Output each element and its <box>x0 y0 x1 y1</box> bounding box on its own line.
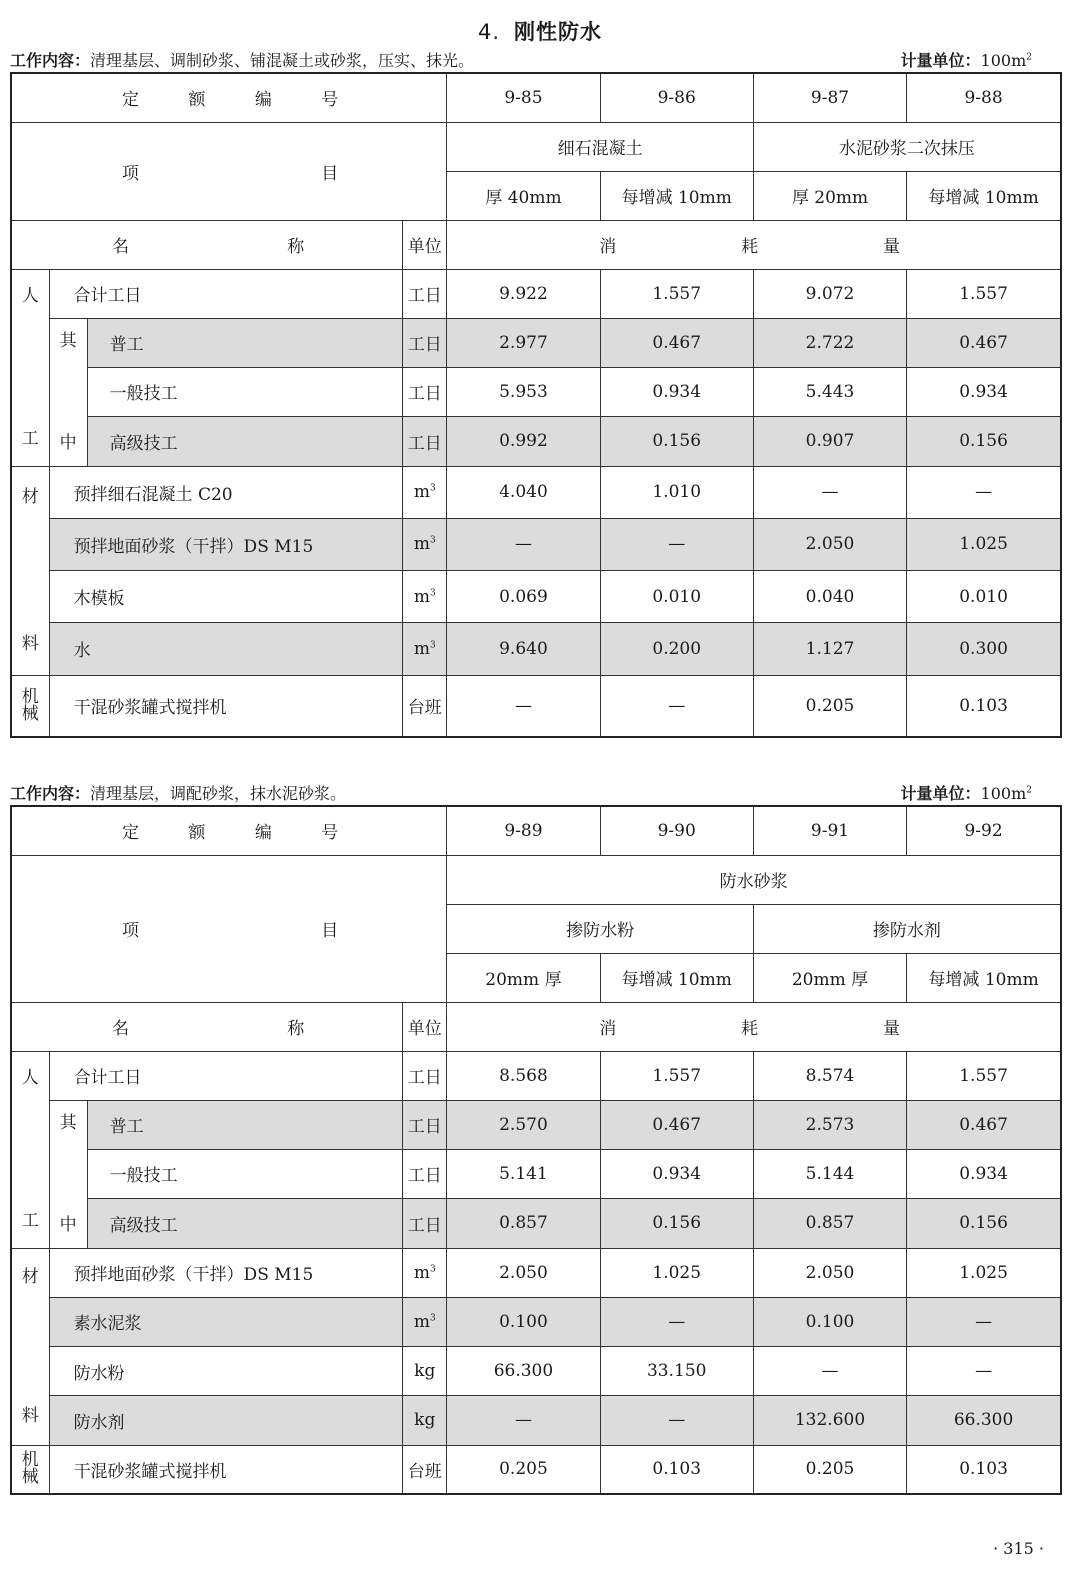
work-content-text: 清理基层、调制砂浆、铺混凝土或砂浆，压实、抹光。 <box>90 51 475 70</box>
quota-code: 9-85 <box>447 73 600 122</box>
row-unit: 工日 <box>403 1100 447 1149</box>
table-row <box>11 1051 1061 1100</box>
value-cell: 0.467 <box>600 1100 753 1149</box>
value-cell: 1.557 <box>907 269 1061 318</box>
quota-code: 9-89 <box>447 806 600 855</box>
row-name: 合计工日 <box>49 269 403 318</box>
code-label: 定 额 编 号 <box>11 806 447 855</box>
value-cell: 0.934 <box>907 1149 1061 1198</box>
value-cell: — <box>907 1347 1061 1396</box>
sub-header: 每增减 10mm <box>600 953 753 1002</box>
row-name: 素水泥浆 <box>49 1297 403 1346</box>
value-cell: 1.010 <box>600 466 753 518</box>
value-cell: 0.467 <box>907 318 1061 367</box>
value-cell: 0.103 <box>600 1445 753 1494</box>
value-cell: — <box>753 1347 906 1396</box>
value-cell: 1.025 <box>600 1248 753 1297</box>
row-name: 高级技工 <box>87 1199 403 1248</box>
row-unit: $m^3$ <box>403 1248 447 1297</box>
row-name: 合计工日 <box>49 1051 403 1100</box>
row-name: 一般技工 <box>87 1149 403 1198</box>
value-cell: 0.103 <box>907 675 1061 737</box>
value-cell: 2.977 <box>447 318 600 367</box>
value-cell: 1.127 <box>753 623 906 675</box>
value-cell: 0.200 <box>600 623 753 675</box>
row-unit: 工日 <box>403 318 447 367</box>
value-cell: — <box>600 518 753 570</box>
row-name: 干混砂浆罐式搅拌机 <box>49 675 403 737</box>
value-cell: — <box>600 675 753 737</box>
name-header-row <box>11 220 1061 269</box>
page-number: · 315 · <box>993 1539 1044 1558</box>
value-cell: 0.934 <box>600 1149 753 1198</box>
table-row <box>11 1297 1061 1346</box>
value-cell: 0.205 <box>447 1445 600 1494</box>
row-name: 一般技工 <box>87 367 403 416</box>
row-name: 防水剂 <box>49 1396 403 1445</box>
row-name: 普工 <box>87 1100 403 1149</box>
value-cell: 0.992 <box>447 417 600 466</box>
item-label: 项 目 <box>11 855 447 1002</box>
table-row <box>11 1149 1061 1198</box>
table-row <box>11 1248 1061 1297</box>
material-category: 材 料 <box>11 1248 49 1445</box>
value-cell: — <box>447 518 600 570</box>
quota-table-2 <box>10 805 1062 1495</box>
value-cell: 0.934 <box>600 367 753 416</box>
table-row <box>11 466 1061 518</box>
value-cell: 0.103 <box>907 1445 1061 1494</box>
value-cell: — <box>907 466 1061 518</box>
row-name: 干混砂浆罐式搅拌机 <box>49 1445 403 1494</box>
row-unit: $m^3$ <box>403 1297 447 1346</box>
row-name: 预拌地面砂浆（干拌）DS M15 <box>49 518 403 570</box>
code-label: 定 额 编 号 <box>11 73 447 122</box>
quota-code: 9-92 <box>907 806 1061 855</box>
sub-header: 每增减 10mm <box>907 171 1061 220</box>
row-name: 水 <box>49 623 403 675</box>
table-row <box>11 1396 1061 1445</box>
row-unit: $m^3$ <box>403 518 447 570</box>
sub-header: 20mm 厚 <box>753 953 906 1002</box>
qizhong-label: 其 中 <box>49 1100 87 1248</box>
row-unit: 工日 <box>403 269 447 318</box>
item-label: 项 目 <box>11 122 447 220</box>
value-cell: 0.156 <box>907 417 1061 466</box>
top-group-header: 防水砂浆 <box>447 855 1061 904</box>
row-name: 预拌细石混凝土 C20 <box>49 466 403 518</box>
code-row <box>11 806 1061 855</box>
value-cell: 0.069 <box>447 571 600 623</box>
value-cell: 66.300 <box>907 1396 1061 1445</box>
quota-code: 9-90 <box>600 806 753 855</box>
row-unit: kg <box>403 1396 447 1445</box>
table-row <box>11 518 1061 570</box>
qizhong-label: 其 中 <box>49 318 87 466</box>
work-content-line-2 <box>10 781 1032 805</box>
row-name: 普工 <box>87 318 403 367</box>
name-header-row <box>11 1002 1061 1051</box>
value-cell: 0.040 <box>753 571 906 623</box>
value-cell: 5.953 <box>447 367 600 416</box>
row-unit: 台班 <box>403 1445 447 1494</box>
value-cell: — <box>600 1396 753 1445</box>
row-unit: $m^3$ <box>403 466 447 518</box>
row-unit: 工日 <box>403 1199 447 1248</box>
value-cell: 0.010 <box>600 571 753 623</box>
quota-code: 9-86 <box>600 73 753 122</box>
row-unit: 工日 <box>403 1149 447 1198</box>
measure-unit-1: 计量单位：$100m^2$ <box>900 51 1032 70</box>
value-cell: — <box>600 1297 753 1346</box>
value-cell: 0.300 <box>907 623 1061 675</box>
value-cell: 33.150 <box>600 1347 753 1396</box>
value-cell: 0.467 <box>907 1100 1061 1149</box>
value-cell: 66.300 <box>447 1347 600 1396</box>
value-cell: 0.156 <box>907 1199 1061 1248</box>
value-cell: 2.050 <box>447 1248 600 1297</box>
row-unit: 工日 <box>403 417 447 466</box>
value-cell: 0.156 <box>600 417 753 466</box>
row-unit: kg <box>403 1347 447 1396</box>
value-cell: 0.205 <box>753 1445 906 1494</box>
value-cell: 0.857 <box>447 1199 600 1248</box>
value-cell: 1.025 <box>907 518 1061 570</box>
section-title <box>0 16 1080 46</box>
section-title-text: 刚性防水 <box>514 20 603 44</box>
value-cell: 1.557 <box>907 1051 1061 1100</box>
value-cell: 2.573 <box>753 1100 906 1149</box>
value-cell: 5.141 <box>447 1149 600 1198</box>
value-cell: 2.570 <box>447 1100 600 1149</box>
value-cell: 0.934 <box>907 367 1061 416</box>
row-name: 木模板 <box>49 571 403 623</box>
sub-header: 厚 40mm <box>447 171 600 220</box>
table-row <box>11 571 1061 623</box>
consumption-label: 消 耗 量 <box>447 220 1061 269</box>
value-cell: 9.640 <box>447 623 600 675</box>
consumption-label: 消 耗 量 <box>447 1002 1061 1051</box>
sub-header: 20mm 厚 <box>447 953 600 1002</box>
value-cell: 2.050 <box>753 518 906 570</box>
measure-unit-2: 计量单位：$100m^2$ <box>900 784 1032 803</box>
table-row <box>11 1199 1061 1248</box>
labor-category: 人 工 <box>11 1051 49 1248</box>
table-row <box>11 367 1061 416</box>
value-cell: — <box>753 466 906 518</box>
row-name: 防水粉 <box>49 1347 403 1396</box>
value-cell: 4.040 <box>447 466 600 518</box>
value-cell: 9.072 <box>753 269 906 318</box>
value-cell: 8.574 <box>753 1051 906 1100</box>
table-row <box>11 1100 1061 1149</box>
row-name: 预拌地面砂浆（干拌）DS M15 <box>49 1248 403 1297</box>
value-cell: 0.205 <box>753 675 906 737</box>
quota-code: 9-91 <box>753 806 906 855</box>
machine-category: 机 械 <box>11 675 49 737</box>
sub-header: 厚 20mm <box>753 171 906 220</box>
quota-table-1 <box>10 72 1062 738</box>
work-content-text: 清理基层，调配砂浆，抹水泥砂浆。 <box>90 784 347 803</box>
code-row <box>11 73 1061 122</box>
work-content-line-1 <box>10 48 1032 72</box>
row-unit: 工日 <box>403 367 447 416</box>
material-category: 材 料 <box>11 466 49 675</box>
value-cell: — <box>447 675 600 737</box>
value-cell: 1.557 <box>600 1051 753 1100</box>
row-unit: $m^3$ <box>403 571 447 623</box>
unit-column-label: 单位 <box>403 1002 447 1051</box>
value-cell: 0.907 <box>753 417 906 466</box>
value-cell: 0.156 <box>600 1199 753 1248</box>
work-content-label: 工作内容： <box>10 784 91 803</box>
value-cell: 0.100 <box>447 1297 600 1346</box>
value-cell: 0.010 <box>907 571 1061 623</box>
value-cell: 2.050 <box>753 1248 906 1297</box>
value-cell: — <box>907 1297 1061 1346</box>
table-row <box>11 417 1061 466</box>
section-number: 4. <box>477 20 501 44</box>
quota-code: 9-87 <box>753 73 906 122</box>
sub-header: 每增减 10mm <box>907 953 1061 1002</box>
row-unit: $m^3$ <box>403 623 447 675</box>
value-cell: 8.568 <box>447 1051 600 1100</box>
group-row <box>11 122 1061 171</box>
row-unit: 台班 <box>403 675 447 737</box>
table-row <box>11 1445 1061 1494</box>
group-header: 掺防水粉 <box>447 904 754 953</box>
work-content-label: 工作内容： <box>10 51 91 70</box>
value-cell: 0.467 <box>600 318 753 367</box>
table-row <box>11 318 1061 367</box>
group-header: 水泥砂浆二次抹压 <box>753 122 1061 171</box>
value-cell: 5.443 <box>753 367 906 416</box>
group-header: 细石混凝土 <box>447 122 754 171</box>
labor-category: 人 工 <box>11 269 49 466</box>
value-cell: — <box>447 1396 600 1445</box>
value-cell: 0.857 <box>753 1199 906 1248</box>
table-row <box>11 269 1061 318</box>
machine-category: 机 械 <box>11 1445 49 1494</box>
row-unit: 工日 <box>403 1051 447 1100</box>
name-label: 名 称 <box>11 1002 403 1051</box>
name-label: 名 称 <box>11 220 403 269</box>
quota-code: 9-88 <box>907 73 1061 122</box>
top-group-row <box>11 855 1061 904</box>
value-cell: 5.144 <box>753 1149 906 1198</box>
unit-column-label: 单位 <box>403 220 447 269</box>
value-cell: 0.100 <box>753 1297 906 1346</box>
value-cell: 1.025 <box>907 1248 1061 1297</box>
row-name: 高级技工 <box>87 417 403 466</box>
table-row <box>11 623 1061 675</box>
table-row <box>11 1347 1061 1396</box>
value-cell: 9.922 <box>447 269 600 318</box>
sub-header: 每增减 10mm <box>600 171 753 220</box>
value-cell: 132.600 <box>753 1396 906 1445</box>
group-header: 掺防水剂 <box>753 904 1061 953</box>
value-cell: 1.557 <box>600 269 753 318</box>
value-cell: 2.722 <box>753 318 906 367</box>
table-row <box>11 675 1061 737</box>
